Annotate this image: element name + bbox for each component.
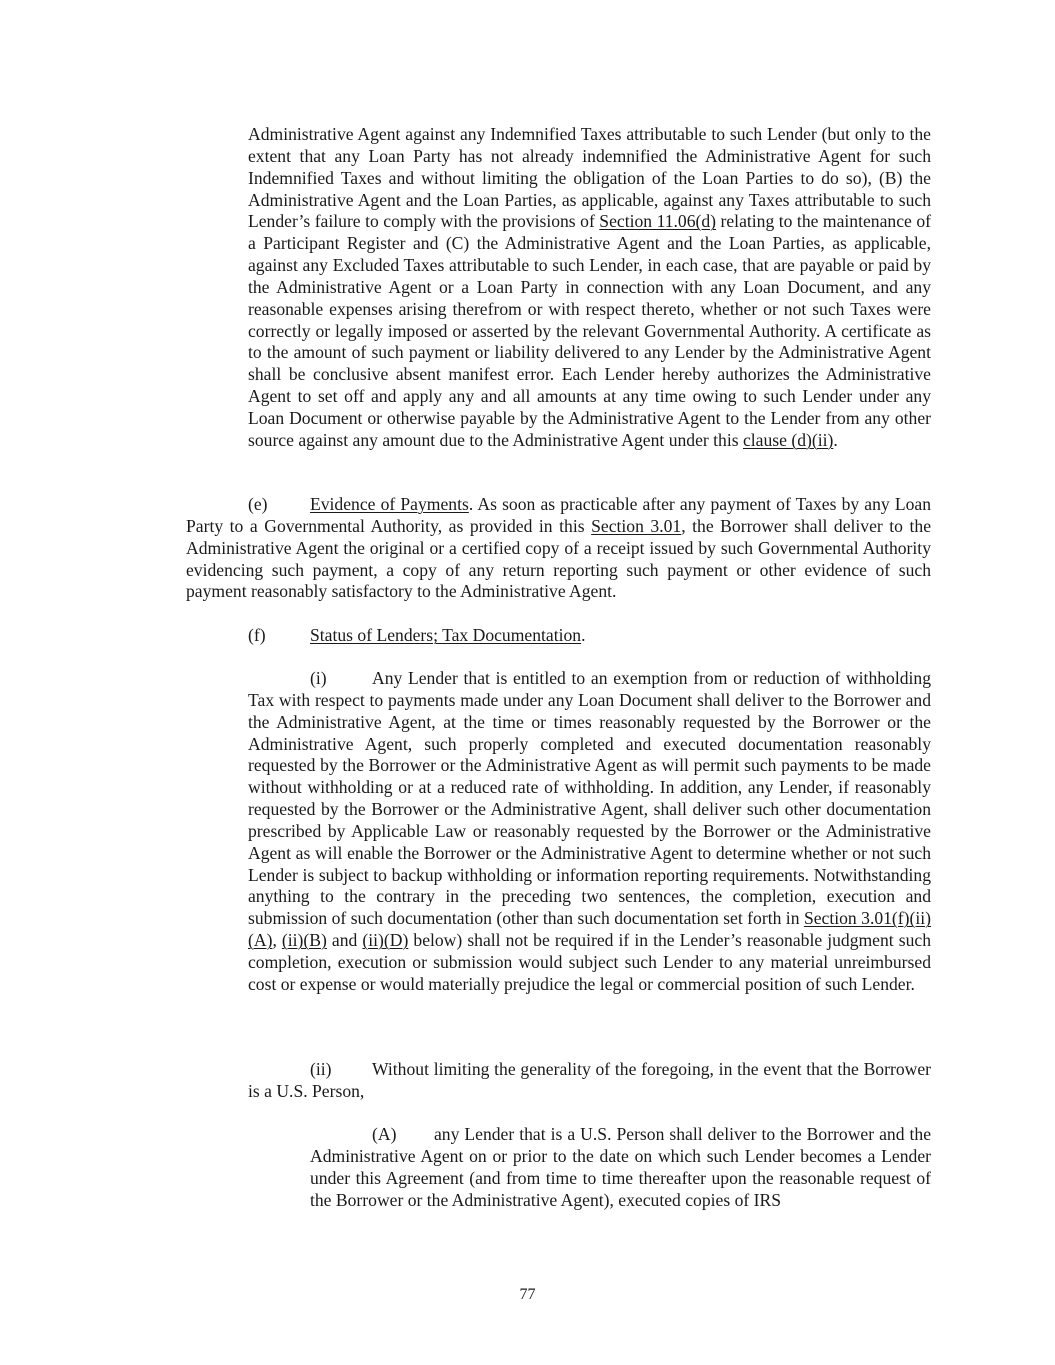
- cross-reference-ii-d[interactable]: (ii)(D): [362, 930, 409, 951]
- paragraph-continuation-indemnification: [248, 124, 931, 452]
- heading-punctuation: .: [581, 625, 586, 645]
- cross-reference-clause-d-ii[interactable]: clause (d)(ii): [742, 429, 834, 450]
- section-f-i-paragraph: [248, 668, 931, 996]
- paragraph-text: , the Borrower shall deliver to the Administrative Agent the original or a certified copy of a receipt issued by such Governmental Authority evidencing such payment, a copy of any return reporting such payment or other evidence of such payment reasonably satisfactory to the Administrative Agent.: [186, 515, 932, 602]
- paragraph-text: .: [833, 429, 838, 450]
- cross-reference-ii-b[interactable]: (ii)(B): [281, 930, 327, 951]
- cross-reference-section-3-01[interactable]: Section 3.01: [591, 515, 682, 536]
- cross-reference-section-11-06-d[interactable]: Section 11.06(d): [599, 211, 717, 232]
- paragraph-text: any Lender that is a U.S. Person shall deliver to the Borrower and the Administrative Agent on or prior to the date on which such Lender becomes a Lender under this Agreement (and from time to time thereafter upon the reasonable request of the Borrower or the Administrative Agent), executed copies of IRS: [310, 1124, 931, 1210]
- separator-text: and: [326, 930, 363, 951]
- section-label: (ii): [310, 1059, 332, 1079]
- separator-text: ,: [272, 930, 282, 951]
- section-f-heading: [186, 625, 931, 647]
- section-f-ii-a-paragraph: [310, 1124, 931, 1211]
- page-number: 77: [519, 1286, 536, 1303]
- paragraph-text: Administrative Agent against any Indemnified Taxes attributable to such Lender (but only to the extent that any Loan Party has not already indemnified the Administrative Agent for such Indemnified Taxes and without limiting the obligation of the Loan Parties to do so), (B) the Administrative Agent and the Loan Parties, as applicable, against any Taxes attributable to such Lender’s failure to comply with the provisions of: [248, 124, 931, 232]
- paragraph-text: . As soon as practicable after any payment of Taxes by any Loan Party to a Governmental Authority, as provided in this: [186, 494, 931, 536]
- section-f-ii-paragraph: [248, 1059, 931, 1103]
- section-label: (i): [310, 668, 327, 688]
- paragraph-text: below) shall not be required if in the Lender’s reasonable judgment such completion, execution or submission would subject such Lender to any material unreimbursed cost or expense or would materially prejudice the legal or commercial position of such Lender.: [248, 930, 931, 994]
- paragraph-text: Any Lender that is entitled to an exemption from or reduction of withholding Tax with respect to payments made under any Loan Document shall deliver to the Borrower and the Administrative Agent, at the time or times reasonably requested by the Borrower or the Administrative Agent, such properly completed and executed documentation reasonably requested by the Borrower or the Administrative Agent as will permit such payments to be made without withholding or at a reduced rate of withholding. In addition, any Lender, if reasonably requested by the Borrower or the Administrative Agent, shall deliver such other documentation prescribed by Applicable Law or reasonably requested by the Borrower or the Administrative Agent as will enable the Borrower or the Administrative Agent to determine whether or not such Lender is subject to backup withholding or information reporting requirements. Notwithstanding anything to the contrary in the preceding two sentences, the completion, execution and submission of such documentation (other than such documentation set forth in: [248, 668, 931, 929]
- section-label: (e): [248, 494, 268, 514]
- section-heading: Status of Lenders; Tax Documentation: [310, 625, 582, 645]
- cross-reference-section-3-01-f-ii-a[interactable]: Section 3.01(f)(ii)(A): [248, 908, 932, 951]
- paragraph-text: relating to the maintenance of a Participant Register and (C) the Administrative Agent and the Loan Parties, as applicable, against any Excluded Taxes attributable to such Lender, in each case, that are payable or paid by the Administrative Agent or a Loan Party in connection with any Loan Document, and any reasonable expenses arising therefrom or with respect thereto, whether or not such Taxes were correctly or legally imposed or asserted by the relevant Governmental Authority. A certificate as to the amount of such payment or liability delivered to any Lender by the Administrative Agent shall be conclusive absent manifest error. Each Lender hereby authorizes the Administrative Agent to set off and apply any and all amounts at any time owing to such Lender under any Loan Document or otherwise payable by the Administrative Agent to the Lender from any other source against any amount due to the Administrative Agent under this: [248, 211, 931, 450]
- section-label: (A): [372, 1124, 397, 1144]
- section-e-evidence-of-payments: [186, 494, 931, 603]
- section-heading: Evidence of Payments: [310, 494, 469, 514]
- paragraph-text: Without limiting the generality of the foregoing, in the event that the Borrower is a U.S. Person,: [248, 1059, 931, 1101]
- section-label: (f): [248, 625, 266, 645]
